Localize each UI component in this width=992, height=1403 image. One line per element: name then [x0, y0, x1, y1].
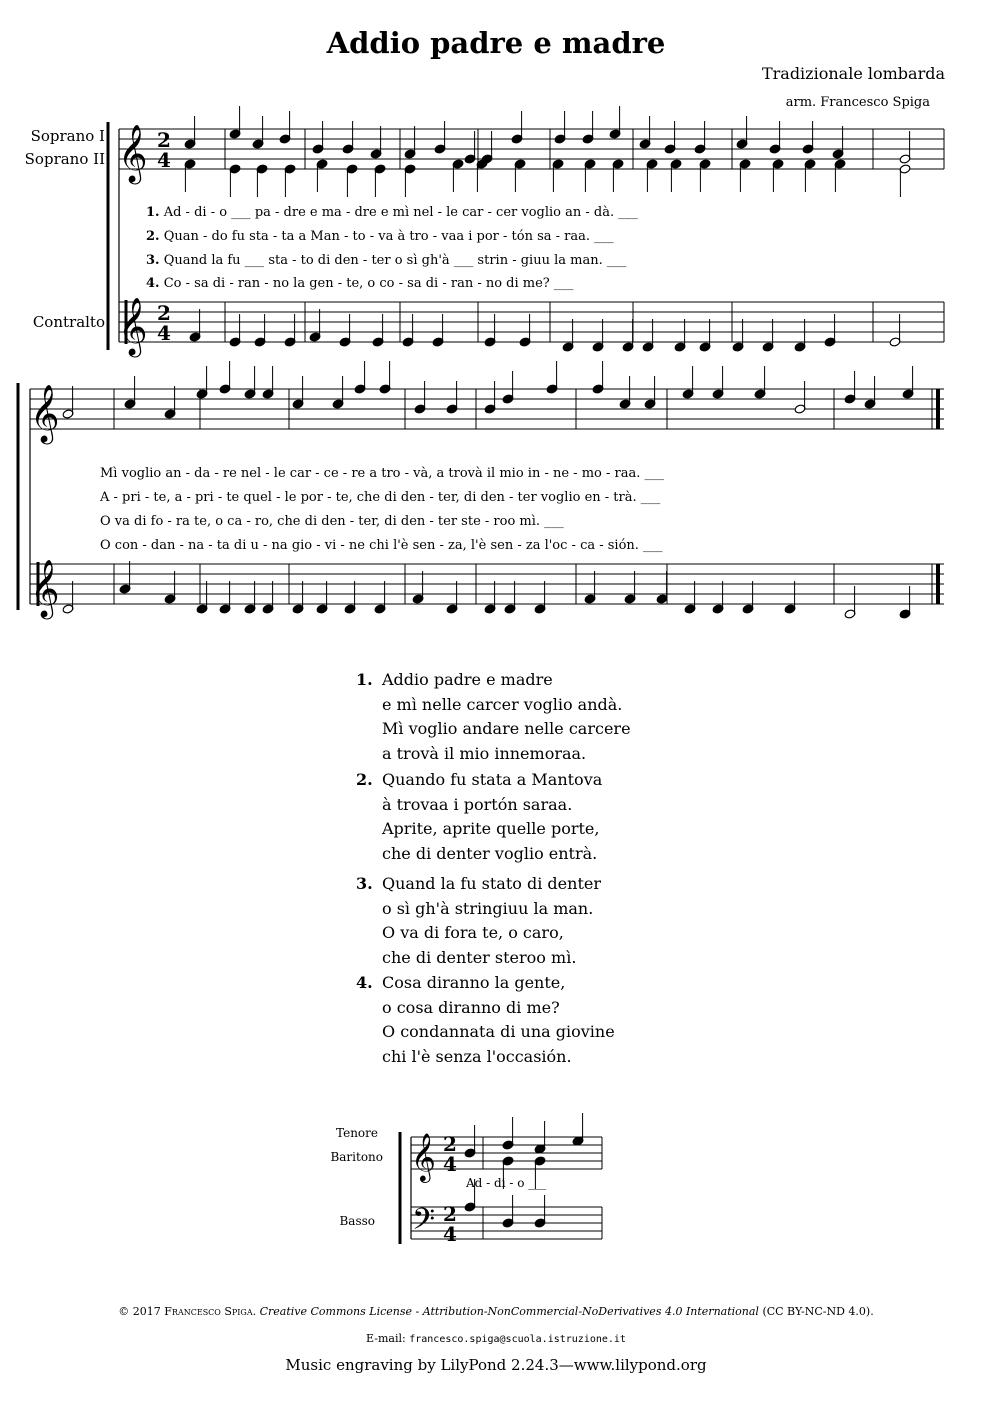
- treble-clef: 𝄞: [118, 124, 148, 182]
- verse-line: che di denter steroo mì.: [382, 947, 577, 967]
- page-title: Addio padre e madre: [326, 26, 666, 60]
- lyric-line-s2-1: Mì voglio an - da - re nel - le car - ce - re a tro - và, a trovà il mio in - ne - mo - raa. ___: [100, 466, 664, 481]
- copyright-notice: © 2017 Francesco Spiga. Creative Commons License - Attribution-NonCommercial-NoDerivatives 4.0 International (CC BY-NC-ND 4.0).: [118, 1305, 874, 1318]
- verse-3: [356, 872, 676, 972]
- svg-text:4: 4: [157, 148, 171, 172]
- svg-text:2: 2: [157, 301, 171, 325]
- copyright-author: Francesco Spiga: [164, 1305, 253, 1318]
- staff-name-soprano-2: Soprano II: [24, 150, 105, 168]
- svg-text:4: 4: [443, 1222, 457, 1246]
- arranger-credit: arm. Francesco Spiga: [785, 95, 930, 110]
- svg-text:4: 4: [443, 1152, 457, 1176]
- verse-line: Addio padre e madre: [382, 670, 553, 689]
- svg-text:2: 2: [157, 128, 171, 152]
- lyric-line-s1-1: 1. Ad - di - o ___ pa - dre e ma - dre e mì nel - le car - cer voglio an - dà. ___: [146, 205, 638, 220]
- verse-line: O condannata di una giovine: [382, 1022, 615, 1041]
- lyric-line-s2-2: A - pri - te, a - pri - te quel - le por - te, che di den - ter, di den - ter voglio en - trà. ___: [100, 490, 661, 505]
- svg-text:2: 2: [443, 1132, 457, 1156]
- lyric-line-s1-3: 3. Quand la fu ___ sta - to di den - ter o sì gh'à ___ strin - giuu la man. ___: [146, 253, 627, 268]
- treble-clef: 𝄞: [118, 297, 148, 355]
- verse-line: chi l'è senza l'occasión.: [382, 1046, 572, 1066]
- engraving-credit: Music engraving by LilyPond 2.24.3—www.lilypond.org: [285, 1356, 707, 1374]
- composer-credit: Tradizionale lombarda: [761, 64, 945, 83]
- verse-line: e mì nelle carcer voglio andà.: [382, 694, 623, 714]
- copyright-year: © 2017: [118, 1305, 161, 1318]
- verse-line: che di denter voglio entrà.: [382, 843, 598, 863]
- incipit-lyric: Ad - di - o ___: [466, 1176, 547, 1190]
- svg-text:4: 4: [157, 321, 171, 345]
- staff-name-basso: Basso: [339, 1214, 375, 1228]
- time-signature: [157, 301, 171, 345]
- verse-number: 3.: [356, 874, 373, 893]
- email-line: [0, 1332, 992, 1345]
- verse-line: o cosa diranno di me?: [382, 997, 560, 1017]
- verse-line: Mì voglio andare nelle carcere: [382, 719, 631, 738]
- verse-line: Aprite, aprite quelle porte,: [382, 819, 600, 838]
- verse-number: 4.: [356, 973, 373, 992]
- time-signature: [443, 1202, 457, 1246]
- verse-1: [356, 668, 676, 768]
- verse-4: [356, 971, 676, 1071]
- verse-line: Quando fu stata a Mantova: [382, 770, 603, 789]
- verse-2: [356, 768, 676, 868]
- verse-line: à trovaa i portón saraa.: [382, 794, 573, 814]
- verse-line: Quand la fu stato di denter: [382, 874, 601, 893]
- treble-clef: 𝄞: [30, 384, 60, 442]
- verse-line: O va di fora te, o caro,: [382, 923, 564, 942]
- treble-clef-8vb: 𝄞: [411, 1132, 436, 1181]
- license-name: Creative Commons License - Attribution-NonCommercial-NoDerivatives 4.0 International: [259, 1305, 759, 1318]
- verse-line: o sì gh'à stringiuu la man.: [382, 898, 594, 918]
- time-signature: [443, 1132, 457, 1176]
- verse-number: 1.: [356, 670, 373, 689]
- svg-text:2: 2: [443, 1202, 457, 1226]
- lyric-line-s2-3: O va di fo - ra te, o ca - ro, che di den - ter, di den - ter ste - roo mì. ___: [100, 514, 564, 529]
- time-signature: [157, 128, 171, 172]
- lyric-line-s1-2: 2. Quan - do fu sta - ta a Man - to - va à tro - vaa i por - tón sa - raa. ___: [146, 229, 614, 244]
- license-code: (CC BY-NC-ND 4.0).: [762, 1305, 874, 1318]
- bass-clef: 𝄢: [412, 1203, 436, 1244]
- email-address[interactable]: francesco.spiga@scuola.istruzione.it: [409, 1334, 626, 1345]
- treble-clef: 𝄞: [30, 559, 60, 617]
- email-label: E-mail:: [366, 1332, 406, 1345]
- staff-name-tenore: Tenore: [336, 1126, 378, 1140]
- verse-number: 2.: [356, 770, 373, 789]
- staff-name-contralto: Contralto: [32, 313, 105, 331]
- verse-line: a trovà il mio innemoraa.: [382, 743, 587, 763]
- staff-name-soprano-1: Soprano I: [30, 127, 105, 145]
- staff-name-baritono: Baritono: [330, 1150, 383, 1164]
- lyric-line-s2-4: O con - dan - na - ta di u - na gio - vi - ne chi l'è sen - za, l'è sen - za l'oc - ca - sión. ___: [100, 538, 663, 553]
- lyric-line-s1-4: 4. Co - sa di - ran - no la gen - te, o co - sa di - ran - no di me? ___: [146, 276, 574, 291]
- verse-line: Cosa diranno la gente,: [382, 973, 566, 992]
